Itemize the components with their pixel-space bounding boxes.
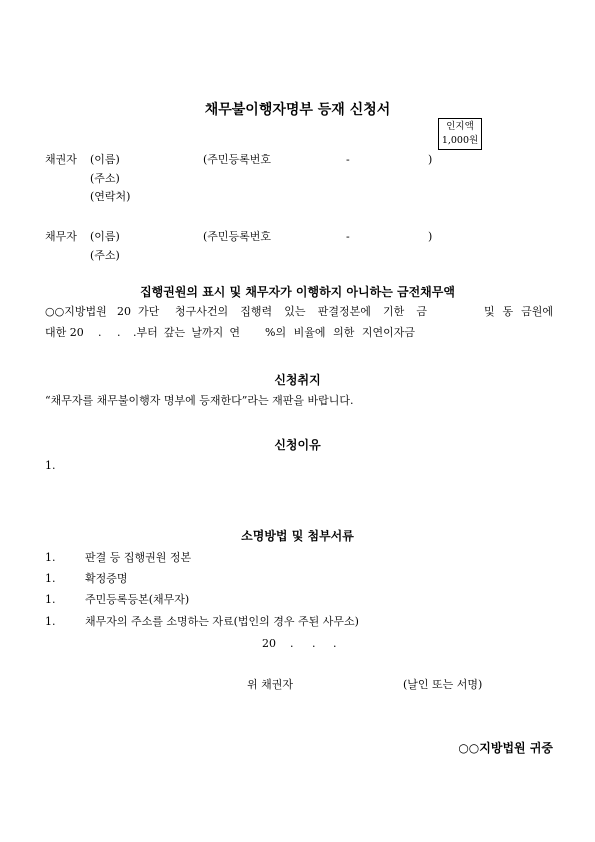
purpose-text: “채무자를 채무불이행자 명부에 등재한다”라는 재판을 바랍니다. (45, 394, 354, 407)
claim-date-dot: . (98, 326, 102, 339)
evidence-item-text: 채무자의 주소를 소명하는 자료(법인의 경우 주된 사무소) (85, 615, 359, 628)
claim-date-dot: . (117, 326, 121, 339)
evidence-item-text: 판결 등 집행권원 정본 (85, 551, 192, 564)
claim-line1-end: 및 동 금원에 (484, 305, 553, 318)
creditor-name-label: (이름) (90, 153, 120, 166)
reason-item-number: 1. (45, 459, 56, 472)
signer-label: 위 채권자 (247, 678, 294, 691)
evidence-item-number: 1. (45, 572, 56, 585)
claim-court-name: ○○지방법원 (45, 305, 107, 318)
debtor-name-label: (이름) (90, 230, 120, 243)
date-dot: . (312, 637, 316, 650)
claim-case-type: 가단 (138, 305, 160, 318)
creditor-role-label: 채권자 (45, 153, 77, 166)
form-title: 채무불이행자명부 등재 신청서 (204, 102, 391, 118)
claim-case-year: 20 (117, 305, 131, 318)
evidence-item-text: 확정증명 (85, 572, 128, 585)
evidence-item-number: 1. (45, 615, 56, 628)
evidence-item-number: 1. (45, 551, 56, 564)
claim-line2-interest: %의 비율에 의한 지연이자금 (265, 326, 415, 339)
evidence-item-text: 주민등록등본(채무자) (85, 593, 190, 606)
claim-line2-period: .부터 갚는 날까지 연 (133, 326, 240, 339)
creditor-contact-label: (연락처) (90, 190, 131, 203)
claim-heading: 집행권원의 표시 및 채무자가 이행하지 아니하는 금전채무액 (140, 285, 455, 299)
stamp-fee-label: 인지액 (446, 121, 474, 132)
evidence-item-number: 1. (45, 593, 56, 606)
date-dot: . (290, 637, 294, 650)
debtor-rrn-close: ) (428, 230, 433, 243)
debtor-rrn-label: (주민등록번호 (203, 230, 272, 243)
date-year: 20 (262, 637, 276, 650)
claim-line2-start: 대한 20 (45, 326, 84, 339)
debtor-rrn-dash: - (346, 230, 350, 243)
purpose-heading: 신청취지 (274, 373, 321, 387)
debtor-address-label: (주소) (90, 249, 120, 262)
stamp-fee-amount: 1,000원 (441, 135, 479, 146)
reason-heading: 신청이유 (274, 438, 321, 452)
debtor-role-label: 채무자 (45, 230, 77, 243)
revenue-stamp-box (438, 118, 482, 150)
evidence-heading: 소명방법 및 첨부서류 (241, 529, 354, 543)
creditor-address-label: (주소) (90, 172, 120, 185)
creditor-rrn-close: ) (428, 153, 433, 166)
court-addressee: ○○지방법원 귀중 (458, 741, 553, 755)
date-dot: . (333, 637, 337, 650)
creditor-rrn-label: (주민등록번호 (203, 153, 272, 166)
creditor-rrn-dash: - (346, 153, 350, 166)
seal-note: (날인 또는 서명) (403, 678, 483, 691)
claim-line1-text: 청구사건의 집행력 있는 판결정본에 기한 금 (175, 305, 427, 318)
